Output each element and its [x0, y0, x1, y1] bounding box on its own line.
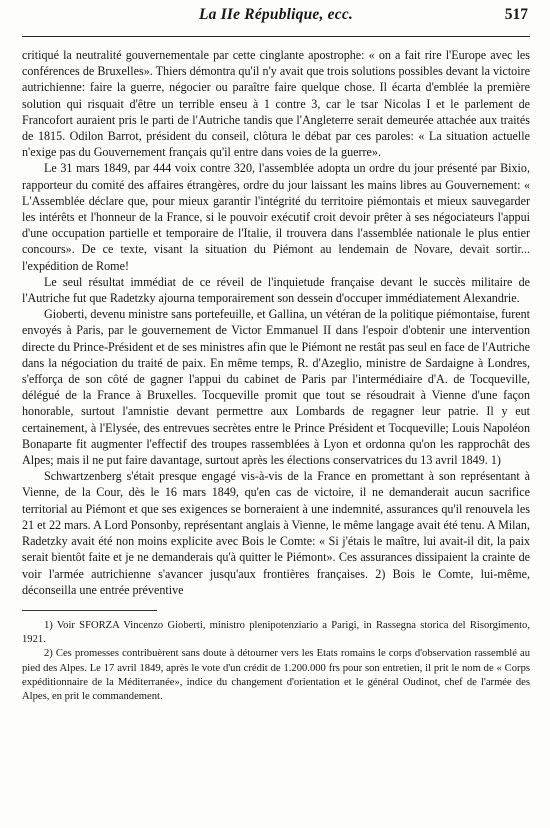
paragraph: Schwartzenberg s'était presque engagé vis-à-vis de la France en promettant à son représentant à Vienne, de la Cour, dès le 16 mars 1849, qu'en cas de victoire, il ne demanderait aucun sacrifice territorial au Piémont et que ses exigences se borneraient à une indemnité, assurances qu'il renouvela les 21 et 22 mars. A Lord Ponsonby, représentant anglais à Vienne, le même langage avait été tenu. A Milan, Radetzky avait été non moins explicite avec Bois le Comte: « Si j'étais le maître, lui avait-il dit, la paix serait bientôt faite et je ne demanderais qu'à quitter le Piémont». Ces assurances dissipaient la crainte de voir l'armée autrichienne s'avancer jusqu'aux frontières françaises. 2) Bois le Comte, lui-même, déconseilla une entrée préventive — [22, 469, 530, 597]
paragraph: critiqué la neutralité gouvernementale par cette cinglante apostrophe: « on a fait rire l'Europe avec les conférences de Bruxelles». Thiers démontra qu'il n'y avait que trois solutions possibles devant la victoire autrichienne: faire la guerre, négocier ou paraître faire quelque chose. Il écarta d'emblée la première solution qui risquait d'être un terrible enseu à 1 contre 3, car le tsar Nicolas I et le parlement de Francofort auraient pris le parti de l'Autriche tandis que l'Angleterre serait demeurée attachée aux traités de 1815. Odilon Barrot, président du conseil, clôtura le débat par ces paroles: « La situation actuelle n'exige pas du Gouvernement français qu'il entre dans voies de la guerre». — [22, 48, 530, 160]
footnote: 1) Voir SFORZA Vincenzo Gioberti, ministro plenipotenziario a Parigi, in Rassegna storica del Risorgimento, 1921. — [22, 619, 530, 646]
running-title: La IIe République, ecc. — [199, 6, 353, 23]
footnote: 2) Ces promesses contribuèrent sans doute à détourner vers les Etats romains le corps d'observation rassemblé au pied des Alpes. Le 17 avril 1849, après le vote d'un crédit de 1.200.000 frs pour son entretien, il prit le nom de « Corps expéditionnaire de la Méditerranée», indice du changement d'orientation et le général Oudinot, chef de l'armée des Alpes, en prit le commandement. — [22, 648, 530, 702]
paragraph: Le 31 mars 1849, par 444 voix contre 320, l'assemblée adopta un ordre du jour présenté par Bixio, rapporteur du comité des affaires étrangères, ordre du jour laissant les mains libres au Gouvernement: « L'Assemblée déclare que, pour mieux garantir l'intégrité du territoire piémontais et mieux sauvegarder les intérêts et l'honneur de la France, si le pouvoir exécutif croit devoir prêter à ses négociateurs l'appui d'une occupation partielle et temporaire de l'Italie, il trouvera dans l'assemblée nationale le plus entier concours». De ce texte, visant la situation du Piémont au lendemain de Novare, devait sortir... l'expédition de Rome! — [22, 161, 530, 273]
page-number: 517 — [504, 6, 528, 23]
footnote-divider — [22, 610, 157, 611]
paragraph: Gioberti, devenu ministre sans portefeuille, et Gallina, un vétéran de la politique piémontaise, furent envoyés à Paris, par le gouvernement de Victor Emmanuel II dans l'espoir d'obtenir une intervention directe du Prince-Président et de ses ministres afin que le Piémont ne restât pas seul en face de l'Autriche dans la négociation du traité de paix. En même temps, R. d'Azeglio, ministre de Sardaigne à Londres, s'efforça de son côté de gagner l'appui du cabinet de Paris par l'intermédiaire d'A. de Tocqueville, délégué de la France à Bruxelles. Tocqueville promit que tout se résoudrait à Vienne d'une façon honorable, surtout l'amnistie devant permettre aux Lombards de regagner leur patrie. Il y eut certainement, à l'Elysée, des entrevues secrètes entre le Prince Président et Tocqueville; Louis Napoléon Bonaparte fit augmenter l'effectif des troupes rassemblées à Lyon et ordonna qu'on les rapprochât des Alpes; mais il ne put faire davantage, surtout après les élections conservatrices du 13 avril 1849. 1) — [22, 307, 530, 468]
main-text — [22, 47, 530, 598]
page-header — [22, 0, 530, 37]
paragraph: Le seul résultat immédiat de ce réveil de l'inquietude française devant le succès militaire de l'Autriche fut que Radetzky ajourna temporairement son dessein d'occuper immédiatement Alexandrie. — [22, 274, 530, 306]
footnotes — [22, 619, 530, 704]
